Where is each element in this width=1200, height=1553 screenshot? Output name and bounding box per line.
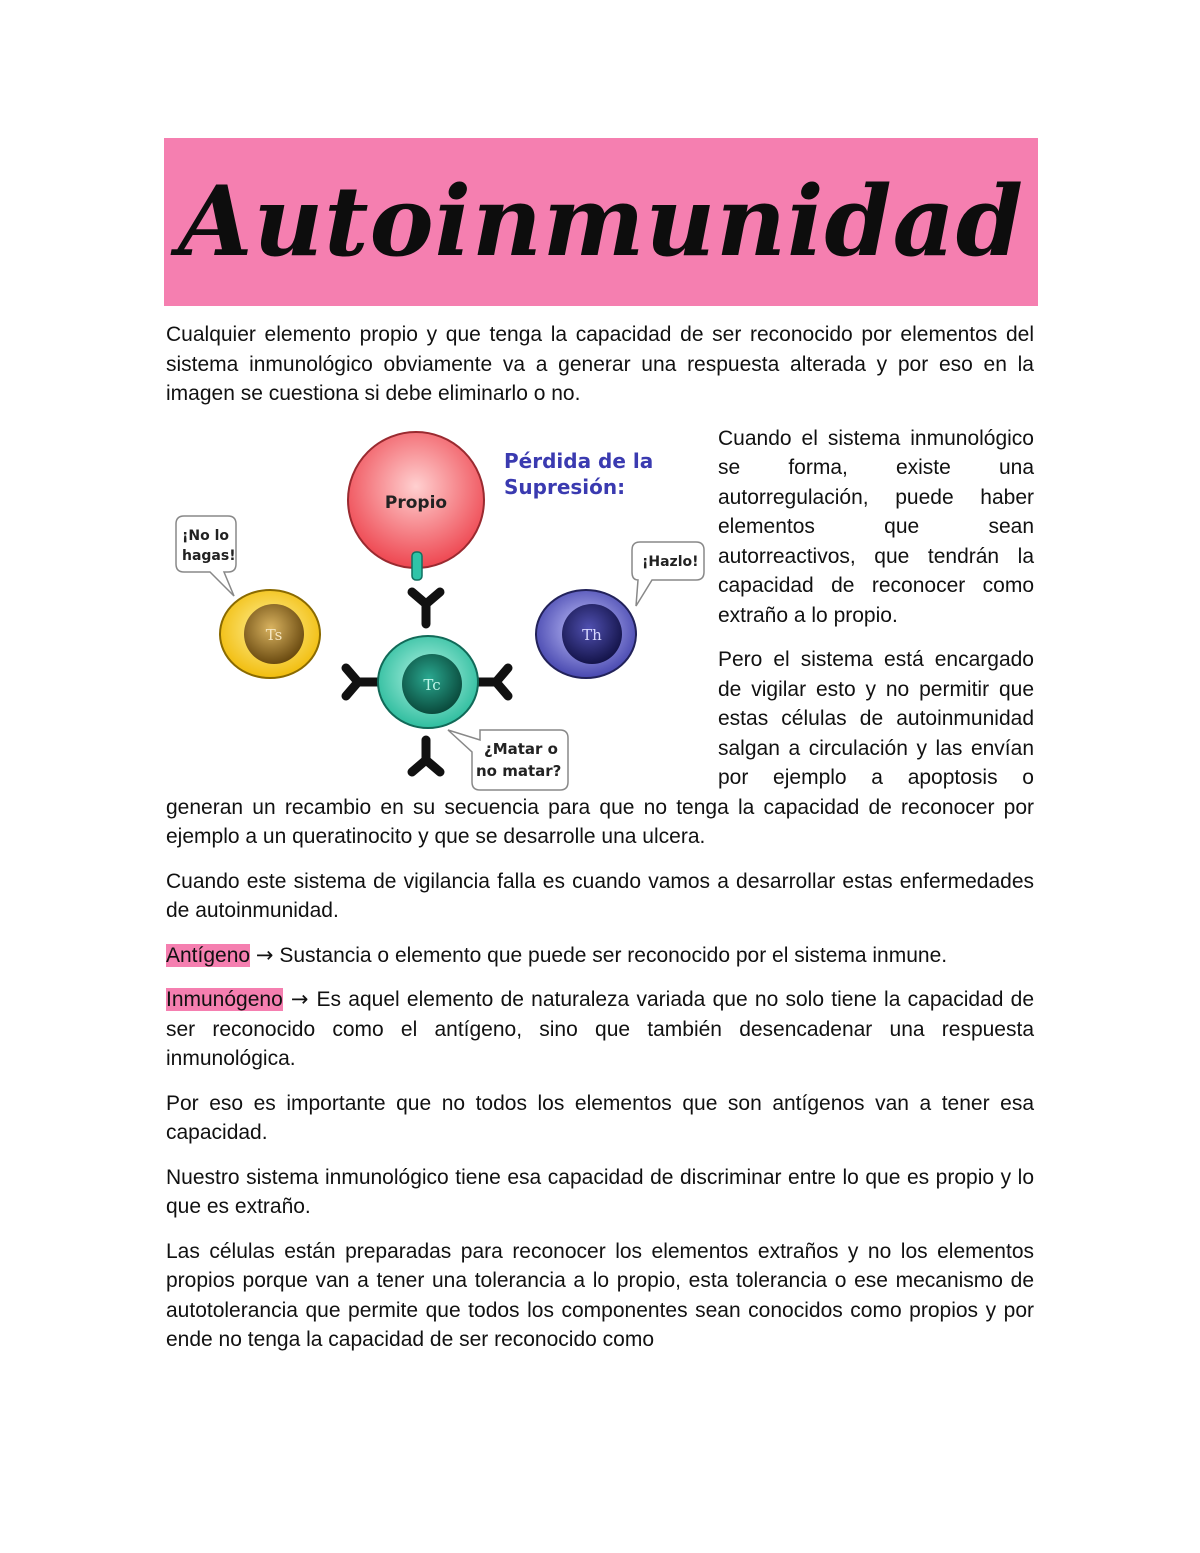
th-cell [536, 590, 636, 678]
definition-antigeno [166, 941, 1034, 971]
document-body [166, 320, 1034, 1370]
bubble-no-line1: ¡No lo [182, 527, 230, 544]
ts-label: Ts [265, 625, 283, 644]
paragraph-tolerancia: Las células están preparadas para reconocer los elementos extraños y no los elementos propios porque van a tener una tolerancia a lo propio, esta tolerancia o ese mecanismo de autotolerancia que permite que todos los componentes sean conocidos como propios y por ende no tenga la capacidad de ser reconocido como [166, 1239, 1034, 1351]
paragraph-discriminar: Nuestro sistema inmunológico tiene esa capacidad de discriminar entre lo que es propio y lo que es extraño. [166, 1165, 1034, 1218]
propio-label: Propio [384, 492, 448, 513]
paragraph-importante: Por eso es importante que no todos los elementos que son antígenos van a tener esa capacidad. [166, 1091, 1034, 1144]
definition-inmunogeno [166, 985, 1034, 1074]
term-antigeno: Antígeno [166, 943, 251, 967]
tc-label: Tc [423, 675, 441, 694]
propio-cell [348, 432, 484, 580]
arrow-icon: → [255, 942, 274, 967]
figure-title-line2: Supresión: [504, 474, 626, 499]
definition-antigeno-text: Sustancia o elemento que puede ser reconocido por el sistema inmune. [273, 943, 948, 967]
paragraph-intro: Cualquier elemento propio y que tenga la capacidad de ser reconocido por elementos del sistema inmunológico obviamente va a generar una respuesta alterada y por eso en la imagen se cuestiona si debe eliminarlo o no. [166, 323, 1034, 405]
bubble-matar-line1: ¿Matar o [484, 739, 558, 758]
bubble-hazlo-text: ¡Hazlo! [642, 553, 699, 570]
paragraph-autorregulacion: Cuando el sistema inmunológico se forma, existe una autorregulación, puede haber elementos que sean autorreactivos, que tendrán la capacidad de reconocer como extraño a lo propio. [718, 426, 1034, 627]
figure-title-line1: Pérdida de la [504, 448, 654, 473]
term-inmunogeno: Inmunógeno [166, 988, 283, 1011]
suppression-diagram [166, 424, 706, 792]
definition-inmunogeno-text: Es aquel elemento de naturaleza variada que no solo tiene la capacidad de ser reconocido como el antígeno, sino que también desencadenar una respuesta inmunológica. [166, 988, 1034, 1070]
arrow-icon: → [282, 987, 317, 1011]
paragraph-vigilancia: Pero el sistema está encargado de vigilar esto y no permitir que estas células de autoinmunidad salgan a circulación y las envían por ejemplo a apoptosis o generan un recambio en su secuencia para que no tenga la capacidad de reconocer por ejemplo a un queratinocito y que se desarrolle una ulcera. [166, 648, 1034, 848]
ts-cell [220, 590, 320, 678]
bubble-no-line2: hagas! [182, 547, 236, 564]
bubble-matar-line2: no matar? [476, 761, 562, 780]
th-label: Th [582, 625, 602, 644]
title-banner [164, 138, 1038, 306]
speech-bubble-matar [448, 730, 568, 790]
speech-bubble-no-lo-hagas [176, 516, 236, 596]
speech-bubble-hazlo [632, 542, 704, 606]
page-title: Autoinmunidad [177, 165, 1024, 278]
suppression-figure [166, 424, 706, 792]
paragraph-falla: Cuando este sistema de vigilancia falla es cuando vamos a desarrollar estas enfermedades de autoinmunidad. [166, 869, 1034, 922]
